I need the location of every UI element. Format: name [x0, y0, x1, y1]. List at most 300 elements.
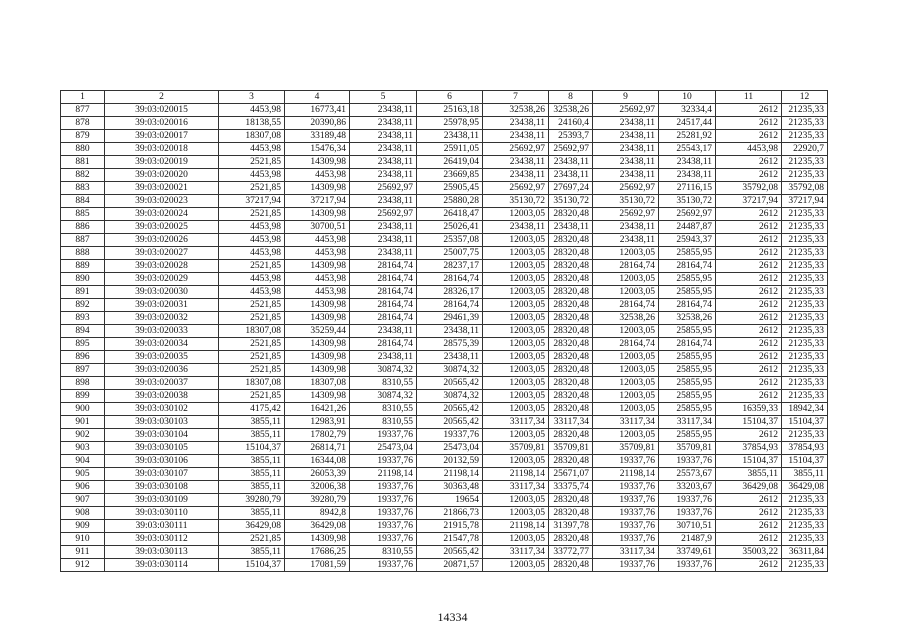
value-cell: 28320,48: [549, 377, 593, 390]
value-cell: 21235,33: [782, 104, 828, 117]
value-cell: 25692,97: [549, 143, 593, 156]
value-cell: 28320,48: [549, 234, 593, 247]
table-row: [61, 260, 828, 273]
cadastral-code-cell: 39:03:020023: [105, 195, 219, 208]
value-cell: 15104,37: [219, 442, 285, 455]
value-cell: 2612: [716, 299, 782, 312]
value-cell: 30874,32: [350, 364, 417, 377]
cadastral-code-cell: 39:03:020036: [105, 364, 219, 377]
value-cell: 25692,97: [483, 182, 549, 195]
value-cell: 35130,72: [483, 195, 549, 208]
value-cell: 2612: [716, 273, 782, 286]
value-cell: 12003,05: [483, 533, 549, 546]
value-cell: 15104,37: [782, 455, 828, 468]
row-number-cell: 895: [61, 338, 105, 351]
value-cell: 19337,76: [593, 559, 659, 572]
table-row: [61, 208, 828, 221]
cadastral-code-cell: 39:03:030105: [105, 442, 219, 455]
value-cell: 12003,05: [483, 351, 549, 364]
value-cell: 25855,95: [659, 286, 716, 299]
value-cell: 3855,11: [219, 455, 285, 468]
value-cell: 28320,48: [549, 286, 593, 299]
value-cell: 14309,98: [285, 533, 350, 546]
value-cell: 14309,98: [285, 351, 350, 364]
column-header: 9: [593, 91, 659, 104]
value-cell: 28320,48: [549, 403, 593, 416]
row-number-cell: 878: [61, 117, 105, 130]
value-cell: 28320,48: [549, 247, 593, 260]
value-cell: 16773,41: [285, 104, 350, 117]
table-row: [61, 234, 828, 247]
value-cell: 2612: [716, 260, 782, 273]
value-cell: 25855,95: [659, 351, 716, 364]
table-row: [61, 533, 828, 546]
table-row: [61, 286, 828, 299]
value-cell: 12003,05: [483, 507, 549, 520]
value-cell: 25573,67: [659, 468, 716, 481]
value-cell: 23438,11: [593, 221, 659, 234]
column-header: 5: [350, 91, 417, 104]
value-cell: 35792,08: [782, 182, 828, 195]
cadastral-code-cell: 39:03:030103: [105, 416, 219, 429]
value-cell: 4453,98: [285, 169, 350, 182]
row-number-cell: 885: [61, 208, 105, 221]
value-cell: 32538,26: [593, 312, 659, 325]
value-cell: 3855,11: [782, 468, 828, 481]
value-cell: 2612: [716, 377, 782, 390]
value-cell: 12003,05: [593, 247, 659, 260]
value-cell: 2521,85: [219, 260, 285, 273]
value-cell: 21235,33: [782, 390, 828, 403]
value-cell: 21235,33: [782, 351, 828, 364]
table-body: [61, 104, 828, 572]
value-cell: 14309,98: [285, 390, 350, 403]
value-cell: 21235,33: [782, 234, 828, 247]
table-row: [61, 559, 828, 572]
value-cell: 23438,11: [549, 221, 593, 234]
cadastral-code-cell: 39:03:030113: [105, 546, 219, 559]
value-cell: 25393,7: [549, 130, 593, 143]
cadastral-code-cell: 39:03:030110: [105, 507, 219, 520]
column-header: 12: [782, 91, 828, 104]
table-row: [61, 364, 828, 377]
value-cell: 4175,42: [219, 403, 285, 416]
value-cell: 21198,14: [350, 468, 417, 481]
value-cell: 2612: [716, 169, 782, 182]
row-number-cell: 906: [61, 481, 105, 494]
value-cell: 23438,11: [593, 143, 659, 156]
value-cell: 25671,07: [549, 468, 593, 481]
cadastral-code-cell: 39:03:020018: [105, 143, 219, 156]
value-cell: 23438,11: [593, 130, 659, 143]
value-cell: 8942,8: [285, 507, 350, 520]
value-cell: 2612: [716, 338, 782, 351]
cadastral-code-cell: 39:03:020020: [105, 169, 219, 182]
value-cell: 37217,94: [285, 195, 350, 208]
value-cell: 28320,48: [549, 299, 593, 312]
value-cell: 28320,48: [549, 351, 593, 364]
value-cell: 4453,98: [285, 286, 350, 299]
value-cell: 19337,76: [350, 429, 417, 442]
value-cell: 15104,37: [782, 416, 828, 429]
cadastral-code-cell: 39:03:030107: [105, 468, 219, 481]
value-cell: 12003,05: [483, 325, 549, 338]
value-cell: 35792,08: [716, 182, 782, 195]
value-cell: 2612: [716, 208, 782, 221]
value-cell: 15104,37: [716, 416, 782, 429]
value-cell: 25473,04: [417, 442, 483, 455]
value-cell: 12003,05: [483, 377, 549, 390]
table-row: [61, 468, 828, 481]
row-number-cell: 881: [61, 156, 105, 169]
cadastral-code-cell: 39:03:030102: [105, 403, 219, 416]
value-cell: 16344,08: [285, 455, 350, 468]
row-number-cell: 903: [61, 442, 105, 455]
table-row: [61, 312, 828, 325]
value-cell: 23438,11: [417, 325, 483, 338]
value-cell: 26418,47: [417, 208, 483, 221]
value-cell: 3855,11: [219, 429, 285, 442]
value-cell: 19337,76: [350, 533, 417, 546]
value-cell: 12003,05: [483, 455, 549, 468]
value-cell: 27116,15: [659, 182, 716, 195]
row-number-cell: 886: [61, 221, 105, 234]
value-cell: 12003,05: [593, 273, 659, 286]
value-cell: 21235,33: [782, 533, 828, 546]
table-row: [61, 104, 828, 117]
value-cell: 28164,74: [417, 299, 483, 312]
value-cell: 12003,05: [483, 234, 549, 247]
cadastral-code-cell: 39:03:020033: [105, 325, 219, 338]
cadastral-code-cell: 39:03:020021: [105, 182, 219, 195]
value-cell: 23438,11: [417, 130, 483, 143]
value-cell: 25855,95: [659, 429, 716, 442]
value-cell: 37217,94: [782, 195, 828, 208]
value-cell: 21866,73: [417, 507, 483, 520]
value-cell: 2521,85: [219, 182, 285, 195]
cadastral-code-cell: 39:03:020017: [105, 130, 219, 143]
cadastral-code-cell: 39:03:020027: [105, 247, 219, 260]
value-cell: 28320,48: [549, 312, 593, 325]
value-cell: 18307,08: [285, 377, 350, 390]
value-cell: 12983,91: [285, 416, 350, 429]
value-cell: 23438,11: [483, 156, 549, 169]
value-cell: 12003,05: [483, 364, 549, 377]
value-cell: 32538,26: [659, 312, 716, 325]
value-cell: 3855,11: [219, 481, 285, 494]
value-cell: 12003,05: [593, 286, 659, 299]
value-cell: 4453,98: [219, 273, 285, 286]
value-cell: 21198,14: [593, 468, 659, 481]
table-row: [61, 299, 828, 312]
value-cell: 25692,97: [659, 208, 716, 221]
value-cell: 21487,9: [659, 533, 716, 546]
cadastral-code-cell: 39:03:020015: [105, 104, 219, 117]
value-cell: 14309,98: [285, 338, 350, 351]
value-cell: 22920,7: [782, 143, 828, 156]
value-cell: 21235,33: [782, 299, 828, 312]
value-cell: 23438,11: [350, 104, 417, 117]
value-cell: 19337,76: [659, 455, 716, 468]
cadastral-code-cell: 39:03:020034: [105, 338, 219, 351]
value-cell: 28164,74: [593, 299, 659, 312]
value-cell: 35709,81: [593, 442, 659, 455]
value-cell: 23438,11: [350, 130, 417, 143]
row-number-cell: 896: [61, 351, 105, 364]
row-number-cell: 880: [61, 143, 105, 156]
value-cell: 4453,98: [285, 247, 350, 260]
value-cell: 28237,17: [417, 260, 483, 273]
value-cell: 30363,48: [417, 481, 483, 494]
column-header: 6: [417, 91, 483, 104]
row-number-cell: 893: [61, 312, 105, 325]
value-cell: 14309,98: [285, 364, 350, 377]
value-cell: 35130,72: [549, 195, 593, 208]
table-row: [61, 403, 828, 416]
column-header: 1: [61, 91, 105, 104]
value-cell: 25692,97: [593, 208, 659, 221]
row-number-cell: 908: [61, 507, 105, 520]
cadastral-code-cell: 39:03:020030: [105, 286, 219, 299]
value-cell: 25855,95: [659, 390, 716, 403]
row-number-cell: 894: [61, 325, 105, 338]
value-cell: 21235,33: [782, 338, 828, 351]
value-cell: 12003,05: [593, 351, 659, 364]
value-cell: 20565,42: [417, 416, 483, 429]
value-cell: 27697,24: [549, 182, 593, 195]
value-cell: 28164,74: [593, 338, 659, 351]
value-cell: 3855,11: [219, 546, 285, 559]
value-cell: 2612: [716, 234, 782, 247]
cadastral-code-cell: 39:03:030111: [105, 520, 219, 533]
row-number-cell: 883: [61, 182, 105, 195]
value-cell: 28320,48: [549, 559, 593, 572]
value-cell: 12003,05: [593, 377, 659, 390]
value-cell: 2612: [716, 130, 782, 143]
value-cell: 28164,74: [350, 273, 417, 286]
value-cell: 25943,37: [659, 234, 716, 247]
value-cell: 8310,55: [350, 403, 417, 416]
value-cell: 2612: [716, 494, 782, 507]
value-cell: 12003,05: [483, 403, 549, 416]
cadastral-code-cell: 39:03:020026: [105, 234, 219, 247]
value-cell: 8310,55: [350, 546, 417, 559]
table-row: [61, 351, 828, 364]
value-cell: 33117,34: [593, 416, 659, 429]
value-cell: 23438,11: [350, 234, 417, 247]
cadastral-code-cell: 39:03:020029: [105, 273, 219, 286]
value-cell: 35709,81: [483, 442, 549, 455]
value-cell: 28326,17: [417, 286, 483, 299]
value-cell: 12003,05: [593, 429, 659, 442]
value-cell: 33189,48: [285, 130, 350, 143]
value-cell: 25855,95: [659, 377, 716, 390]
value-cell: 30874,32: [417, 364, 483, 377]
table-row: [61, 169, 828, 182]
row-number-cell: 907: [61, 494, 105, 507]
value-cell: 35130,72: [659, 195, 716, 208]
table-row: [61, 325, 828, 338]
value-cell: 12003,05: [483, 260, 549, 273]
value-cell: 28320,48: [549, 338, 593, 351]
value-cell: 23438,11: [659, 169, 716, 182]
value-cell: 12003,05: [483, 390, 549, 403]
value-cell: 21235,33: [782, 312, 828, 325]
value-cell: 19337,76: [659, 494, 716, 507]
value-cell: 25905,45: [417, 182, 483, 195]
row-number-cell: 890: [61, 273, 105, 286]
value-cell: 32334,4: [659, 104, 716, 117]
value-cell: 28164,74: [417, 273, 483, 286]
value-cell: 21235,33: [782, 273, 828, 286]
table-row: [61, 481, 828, 494]
value-cell: 33117,34: [483, 416, 549, 429]
column-header: 10: [659, 91, 716, 104]
value-cell: 23438,11: [593, 156, 659, 169]
table-row: [61, 377, 828, 390]
value-cell: 2612: [716, 364, 782, 377]
value-cell: 23438,11: [417, 351, 483, 364]
value-cell: 18307,08: [219, 377, 285, 390]
value-cell: 3855,11: [219, 468, 285, 481]
value-cell: 31397,78: [549, 520, 593, 533]
value-cell: 33117,34: [483, 481, 549, 494]
value-cell: 2612: [716, 117, 782, 130]
value-cell: 14309,98: [285, 182, 350, 195]
table-row: [61, 273, 828, 286]
value-cell: 30700,51: [285, 221, 350, 234]
value-cell: 28164,74: [593, 260, 659, 273]
table-row: [61, 429, 828, 442]
value-cell: 28164,74: [659, 260, 716, 273]
value-cell: 21235,33: [782, 221, 828, 234]
value-cell: 2612: [716, 533, 782, 546]
value-cell: 28164,74: [659, 338, 716, 351]
row-number-cell: 905: [61, 468, 105, 481]
header-row: [61, 91, 828, 104]
value-cell: 21235,33: [782, 377, 828, 390]
value-cell: 28320,48: [549, 390, 593, 403]
value-cell: 19337,76: [659, 507, 716, 520]
table-row: [61, 182, 828, 195]
column-header: 8: [549, 91, 593, 104]
value-cell: 25281,92: [659, 130, 716, 143]
value-cell: 28320,48: [549, 208, 593, 221]
value-cell: 23438,11: [483, 117, 549, 130]
value-cell: 2521,85: [219, 208, 285, 221]
value-cell: 25880,28: [417, 195, 483, 208]
value-cell: 2612: [716, 520, 782, 533]
table-row: [61, 442, 828, 455]
value-cell: 24487,87: [659, 221, 716, 234]
value-cell: 21235,33: [782, 247, 828, 260]
value-cell: 36429,08: [716, 481, 782, 494]
value-cell: 2521,85: [219, 390, 285, 403]
value-cell: 19337,76: [350, 481, 417, 494]
value-cell: 21198,14: [483, 520, 549, 533]
value-cell: 25855,95: [659, 247, 716, 260]
value-cell: 2521,85: [219, 312, 285, 325]
column-header: 7: [483, 91, 549, 104]
value-cell: 4453,98: [219, 234, 285, 247]
value-cell: 4453,98: [219, 221, 285, 234]
value-cell: 25163,18: [417, 104, 483, 117]
row-number-cell: 879: [61, 130, 105, 143]
table-row: [61, 390, 828, 403]
value-cell: 33117,34: [483, 546, 549, 559]
value-cell: 17686,25: [285, 546, 350, 559]
value-cell: 19337,76: [350, 507, 417, 520]
value-cell: 3855,11: [219, 507, 285, 520]
value-cell: 26419,04: [417, 156, 483, 169]
value-cell: 19337,76: [593, 481, 659, 494]
value-cell: 37854,93: [716, 442, 782, 455]
value-cell: 20565,42: [417, 377, 483, 390]
value-cell: 2612: [716, 559, 782, 572]
value-cell: 4453,98: [285, 273, 350, 286]
value-cell: 21198,14: [483, 468, 549, 481]
value-cell: 33749,61: [659, 546, 716, 559]
value-cell: 12003,05: [483, 429, 549, 442]
value-cell: 39280,79: [219, 494, 285, 507]
value-cell: 28320,48: [549, 273, 593, 286]
value-cell: 36429,08: [219, 520, 285, 533]
value-cell: 19654: [417, 494, 483, 507]
value-cell: 24160,4: [549, 117, 593, 130]
value-cell: 23438,11: [593, 169, 659, 182]
value-cell: 19337,76: [350, 520, 417, 533]
value-cell: 28575,39: [417, 338, 483, 351]
value-cell: 35003,22: [716, 546, 782, 559]
value-cell: 36429,08: [285, 520, 350, 533]
column-header: 11: [716, 91, 782, 104]
value-cell: 28320,48: [549, 429, 593, 442]
value-cell: 33772,77: [549, 546, 593, 559]
value-cell: 25692,97: [593, 104, 659, 117]
value-cell: 19337,76: [593, 533, 659, 546]
row-number-cell: 892: [61, 299, 105, 312]
value-cell: 28320,48: [549, 260, 593, 273]
value-cell: 25357,08: [417, 234, 483, 247]
row-number-cell: 877: [61, 104, 105, 117]
value-cell: 8310,55: [350, 416, 417, 429]
value-cell: 8310,55: [350, 377, 417, 390]
column-header: 4: [285, 91, 350, 104]
value-cell: 25978,95: [417, 117, 483, 130]
value-cell: 20871,57: [417, 559, 483, 572]
value-cell: 12003,05: [483, 273, 549, 286]
table-row: [61, 416, 828, 429]
value-cell: 2612: [716, 156, 782, 169]
value-cell: 14309,98: [285, 156, 350, 169]
table-row: [61, 143, 828, 156]
row-number-cell: 911: [61, 546, 105, 559]
value-cell: 19337,76: [417, 429, 483, 442]
value-cell: 21198,14: [417, 468, 483, 481]
value-cell: 32538,26: [549, 104, 593, 117]
value-cell: 21547,78: [417, 533, 483, 546]
value-cell: 33117,34: [659, 416, 716, 429]
value-cell: 15476,34: [285, 143, 350, 156]
value-cell: 28320,48: [549, 325, 593, 338]
value-cell: 28320,48: [549, 364, 593, 377]
value-cell: 23438,11: [350, 351, 417, 364]
cadastral-code-cell: 39:03:020019: [105, 156, 219, 169]
value-cell: 2521,85: [219, 338, 285, 351]
value-cell: 23438,11: [350, 143, 417, 156]
value-cell: 37217,94: [716, 195, 782, 208]
value-cell: 26814,71: [285, 442, 350, 455]
